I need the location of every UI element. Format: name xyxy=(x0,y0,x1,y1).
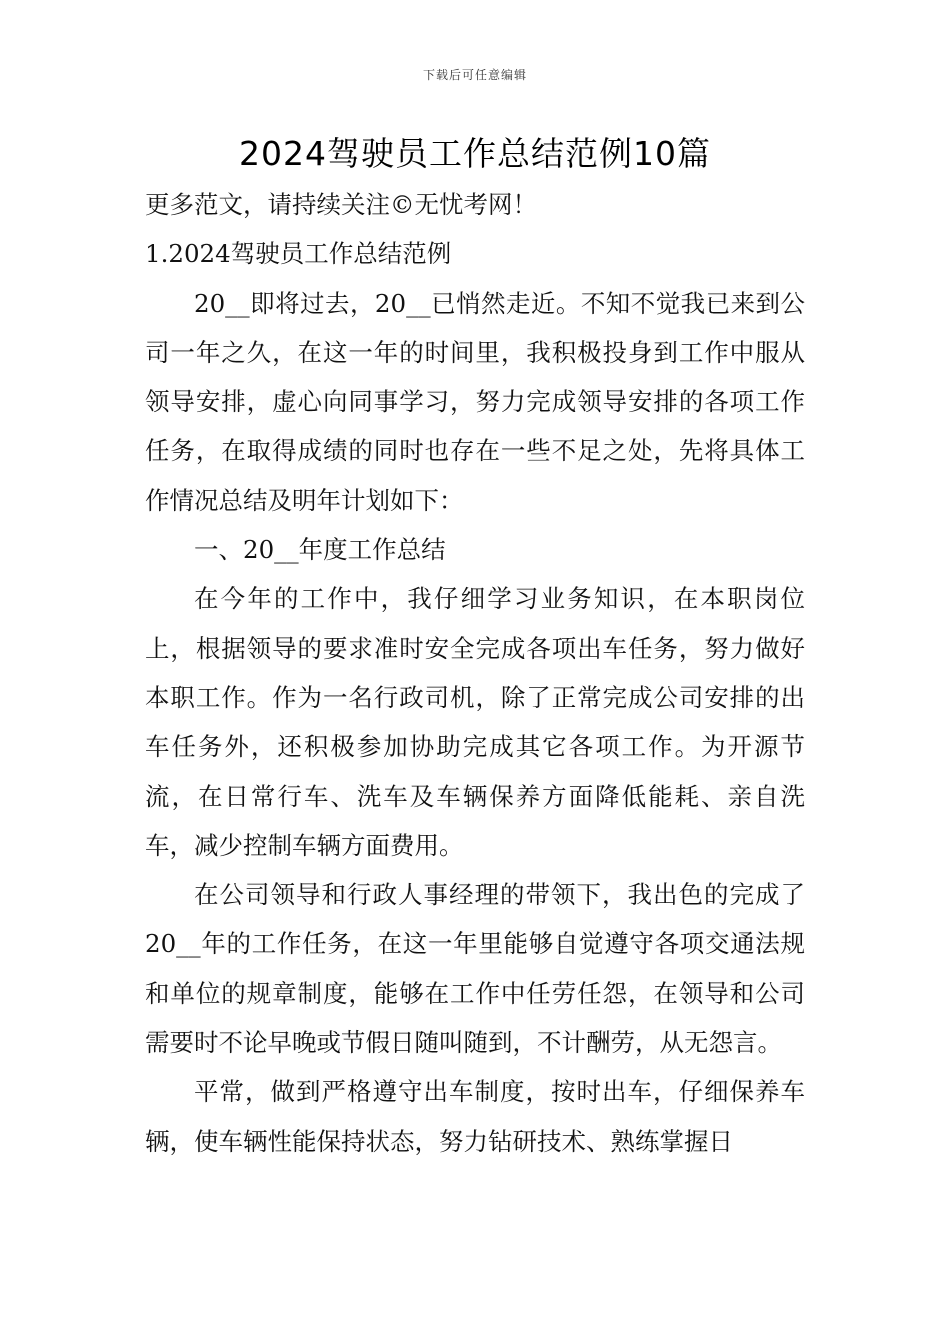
section-heading: 1.2024驾驶员工作总结范例 xyxy=(145,239,452,269)
intro-line: 更多范文，请持续关注©无忧考网！ xyxy=(145,190,537,219)
header-note: 下载后可任意编辑 xyxy=(422,68,527,82)
paragraph: 在公司领导和行政人事经理的带领下，我出色的完成了20__年的工作任务，在这一年里能够自觉遵守各项交通法规和单位的规章制度，能够在工作中任劳任怨，在领导和公司需要时不论早晚或节假日随叫随到，不计酬劳，从无怨言。 xyxy=(145,880,805,1058)
paragraph: 平常，做到严格遵守出车制度，按时出车，仔细保养车辆，使车辆性能保持状态，努力钻研技术、熟练掌握日 xyxy=(145,1077,805,1156)
document-body xyxy=(145,180,805,1166)
subsection-heading: 一、20__年度工作总结 xyxy=(194,535,446,565)
document-title: 2024驾驶员工作总结范例10篇 xyxy=(239,134,711,173)
paragraph: 20__即将过去，20__已悄然走近。不知不觉我已来到公司一年之久，在这一年的时间里，我积极投身到工作中服从领导安排，虚心向同事学习，努力完成领导安排的各项工作任务，在取得成绩的同时也存在一些不足之处，先将具体工作情况总结及明年计划如下： xyxy=(145,288,805,515)
paragraph: 在今年的工作中，我仔细学习业务知识，在本职岗位上，根据领导的要求准时安全完成各项出车任务，努力做好本职工作。作为一名行政司机，除了正常完成公司安排的出车任务外，还积极参加协助完成其它各项工作。为开源节流，在日常行车、洗车及车辆保养方面降低能耗、亲自洗车，减少控制车辆方面费用。 xyxy=(145,584,805,860)
